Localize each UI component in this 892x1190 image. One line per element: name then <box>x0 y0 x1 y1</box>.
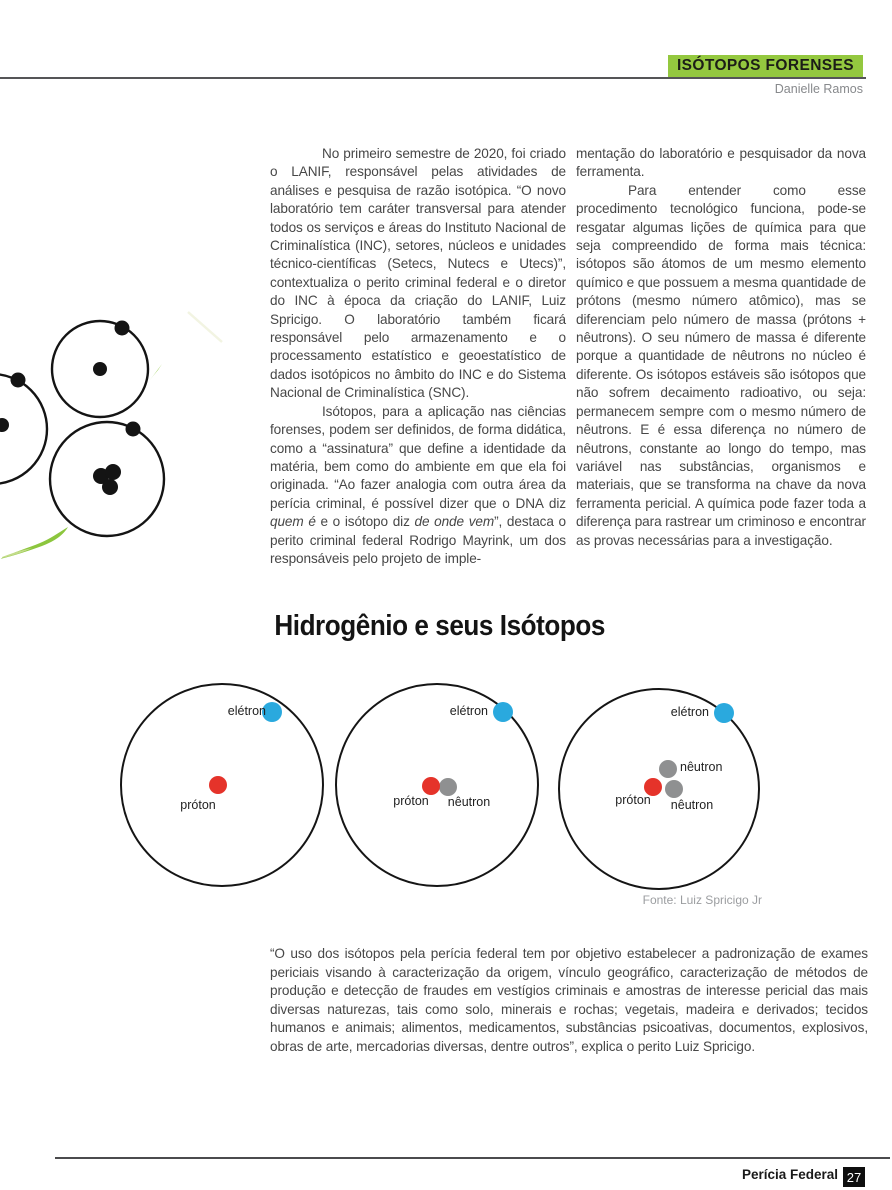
electron-label: elétron <box>449 704 488 718</box>
paragraph: Para entender como esse procedimento tecnológico funciona, pode-se resgatar algumas lições de química para que seja compreendido de forma mais técnica: isótopos são átomos de um mesmo elemento químico e que possuem a mesma quantidade de prótons (mesmo número atômico), mas se diferenciam pelo número de massa (prótons + nêutrons). O seu número de massa é diferente porque a quantidade de nêutrons no núcleo é diferente. Os isótopos estáveis são isótopos que não sofrem decaimento radioativo, ou seja: permanecem sempre com o mesmo número de nêutrons. E é essa diferença no número de nêutrons, constante ao longo do tempo, mas variável nas substâncias, organismos e materiais, que se transforma na chave da nova ferramenta pericial. A química pode fazer toda a diferença para rastrear um criminoso e encontrar as provas necessárias para a investigação. <box>576 182 866 548</box>
proton-label: próton <box>180 798 216 812</box>
green-swoosh-highlight <box>2 548 32 558</box>
electron-label: elétron <box>227 704 266 718</box>
article-column-right <box>576 145 866 550</box>
closing-quote: “O uso dos isótopos pela perícia federal tem por objetivo estabelecer a padronização de exames periciais visando à caracterização da origem, vínculo geográfico, caracterização de métodos de produção e detecção de fraudes em vestígios criminais e amostras de interesse pericial das mais diversas naturezas, tais como solo, minerais e rochas; vegetais, madeira e derivados; tecidos humanos e animais; alimentos, medicamentos, substâncias psicoativas, documentos, explosivos, obras de arte, mercadorias diversas, dentre outros”, explica o perito Luiz Spricigo. <box>270 946 868 1054</box>
article-column-left <box>270 145 566 568</box>
neutron-label: nêutron <box>670 798 714 812</box>
neutron-dot <box>665 780 683 798</box>
neutron-dot <box>659 760 677 778</box>
neutron-dot <box>439 778 457 796</box>
faint-stroke <box>188 312 222 342</box>
section-tag-label: ISÓTOPOS FORENSES <box>676 57 855 74</box>
header-rule <box>0 77 866 79</box>
proton-dot <box>422 777 440 795</box>
sketch-electron-dot <box>115 321 130 336</box>
atom-diagram-deuterium <box>335 683 539 887</box>
paragraph: Isótopos, para a aplicação nas ciências forenses, podem ser definidos, de forma didática, como a “assinatura” que define a identidade da matéria, bem como do ambiente em que ela foi originada. “Ao fazer analogia com outra área da perícia criminal, é possível dizer que o DNA diz quem é e o isótopo diz de onde vem”, destaca o perito criminal federal Rodrigo Mayrink, um dos responsáveis pelo projeto de imple- <box>270 403 566 566</box>
page-number-badge: 27 <box>843 1167 865 1187</box>
sketch-electron-dot <box>126 422 141 437</box>
section-tag <box>668 55 863 77</box>
electron-dot <box>493 702 513 722</box>
neutron-label: nêutron <box>680 760 723 774</box>
author-byline: Danielle Ramos <box>774 82 863 96</box>
sketch-nucleus-dot <box>0 418 9 432</box>
sketch-electron-dot <box>11 373 26 388</box>
green-dash <box>149 364 162 381</box>
proton-label: próton <box>615 793 651 807</box>
figure-source: Fonte: Luiz Spricigo Jr <box>642 893 762 907</box>
neutron-label: nêutron <box>447 795 491 809</box>
decorative-atom-sketch <box>0 300 230 570</box>
sketch-nucleus-dot <box>93 362 107 376</box>
sketch-nucleus-dot <box>102 479 118 495</box>
paragraph: No primeiro semestre de 2020, foi criado o LANIF, responsável pelas atividades de análises e pesquisa de razão isotópica. “O novo laboratório tem caráter transversal para atender todos os serviços e áreas do Instituto Nacional de Criminalística (INC), setores, núcleos e unidades técnico-científicas (Setecs, Nutecs e Utecs)”, contextualiza o perito criminal federal e o diretor do INC à época da criação do LANIF, Luiz Spricigo. O laboratório também ficará responsável pelo armazenamento e o processamento estatístico e geoestatístico de dados isotópicos no âmbito do INC e do Sistema Nacional de Criminalística (SNC). <box>270 146 566 401</box>
footer-brand: Perícia Federal <box>741 1167 838 1182</box>
atom-diagram-tritium <box>558 688 760 890</box>
electron-label: elétron <box>670 705 709 719</box>
figure-title: Hidrogênio e seus Isótopos <box>274 610 606 642</box>
atom-diagram-protium <box>120 683 324 887</box>
proton-label: próton <box>393 794 429 808</box>
footer-rule <box>55 1157 890 1159</box>
electron-dot <box>714 703 734 723</box>
proton-dot <box>209 776 227 794</box>
paragraph: mentação do laboratório e pesquisador da nova ferramenta. <box>576 146 866 180</box>
sketch-nucleus-dot <box>105 464 121 480</box>
